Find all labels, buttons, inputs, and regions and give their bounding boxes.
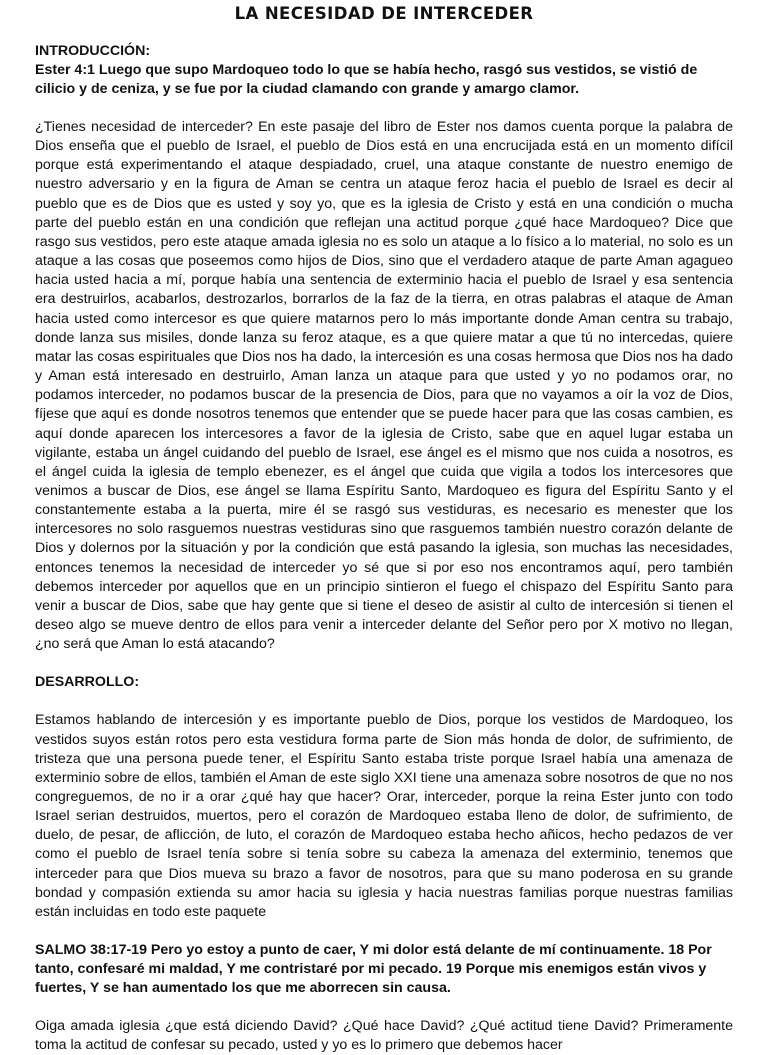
spacer: [35, 654, 733, 673]
intro-bible-verse: Ester 4:1 Luego que supo Mardoqueo todo lo que se había hecho, rasgó sus vestidos, se vistió de cilicio y de ceniza, y se fue por la ciudad clamando con grande y amargo clamor.: [35, 62, 698, 97]
spacer: [35, 26, 733, 42]
introduction-paragraph: ¿Tienes necesidad de interceder? En este pasaje del libro de Ester nos damos cuenta porque la palabra de Dios enseña que el pueblo de Israel, el pueblo de Dios está en una encrucijada está en un momento difícil porque está experimentando el ataque despiadado, cruel, una ataque constante de nuestro enemigo de nuestro adversario y en la figura de Aman se centra un ataque feroz hacia el pueblo de Israel es decir al pueblo que es de Dios que es usted y soy yo, que es la iglesia de Cristo y está en una condición o mucha parte del pueblo están en una condición que reflejan una actitud porque ¿qué hace Mardoqueo? Dice que rasgo sus vestidos, pero este ataque amada iglesia no es solo un ataque a lo físico a lo material, no solo es un ataque a las cosas que poseemos como hijos de Dios, sino que el verdadero ataque de parte Aman agagueo hacia usted hacia a mí, porque había una sentencia de exterminio hacia el pueblo de Israel y esa sentencia era destruirlos, acabarlos, destrozarlos, borrarlos de la faz de la tierra, en otras palabras el ataque de Aman hacia usted como intercesor es que quiere matarnos pero lo más importante donde Aman centra su trabajo, donde lanza sus misiles, donde lanza su feroz ataque, es a que quiere matar a que tú no intercedas, quiere matar las cosas espirituales que Dios nos ha dado, la intercesión es una cosas hermosa que Dios nos ha dado y Aman está interesado en destruirlo, Aman lanza un ataque para que usted y yo no podamos orar, no podamos interceder, no podamos buscar de la presencia de Dios, para que no vayamos a oír la voz de Dios, fíjese que aquí es donde nosotros tenemos que entender que se puede hacer para que las cosas cambien, es aquí donde aparecen los intercesores a favor de la iglesia de Cristo, sabe que en aquel lugar estaba un vigilante, estaba un ángel cuidando del pueblo de Israel, ese ángel es el mismo que nos cuida a nosotros, es el ángel cuida la iglesia de templo ebenezer, es el ángel que cuida que vigila a todos los intercesores que venimos a buscar de Dios, ese ángel se llama Espíritu Santo, Mardoqueo es figura del Espíritu Santo y el constantemente estaba a la puerta, mire él se rasgó sus vestiduras, es necesario es menester que los intercesores no solo rasguemos nuestras vestiduras sino que rasguemos también nuestro corazón delante de Dios y dolernos por la situación y por la condición que está pasando la iglesia, son muchas las necesidades, entonces tenemos la necesidad de interceder yo sé que si por eso nos encontramos aquí, pero también debemos interceder por aquellos que en un principio sintieron el fuego el chispazo del Espíritu Santo para venir a buscar de Dios, sabe que hay gente que si tiene el deseo de asistir al culto de intercesión si tienen el deseo algo se mueve dentro de ellos para venir a interceder delante del Señor pero por X motivo no llegan, ¿no será que Aman lo está atacando?: [35, 119, 733, 653]
document-title: LA NECESIDAD DE INTERCEDER: [234, 4, 534, 23]
spacer: [35, 922, 733, 941]
psalm-bible-verse: SALMO 38:17-19 Pero yo estoy a punto de caer, Y mi dolor está delante de mí continuamente. 18 Por tanto, confesaré mi maldad, Y me contristaré por mi pecado. 19 Porque mis enemigos están vivos y fuertes, Y se han aumentado los que me aborrecen sin causa.: [35, 942, 712, 997]
spacer: [35, 692, 733, 711]
closing-paragraph: Oiga amada iglesia ¿que está diciendo David? ¿Qué hace David? ¿Qué actitud tiene David? Primeramente toma la actitud de confesar su pecado, usted y yo es lo primero que debemos hacer: [35, 1018, 733, 1054]
development-heading: DESARROLLO:: [35, 674, 140, 691]
spacer: [35, 99, 733, 118]
document-page: [35, 0, 733, 1054]
introduction-heading: INTRODUCCIÓN:: [35, 43, 151, 59]
development-paragraph: Estamos hablando de intercesión y es importante pueblo de Dios, porque los vestidos de Mardoqueo, los vestidos suyos están rotos pero esta vestidura forma parte de Sion más honda de dolor, de sufrimiento, de tristeza que una persona puede tener, el Espíritu Santo estaba triste porque Israel había una amenaza de exterminio sobre de ellos, también el Aman de este siglo XXI tiene una amenaza sobre nosotros de que no nos congreguemos, de no ir a orar ¿qué hay que hacer? Orar, interceder, porque la reina Ester junto con todo Israel serian destruidos, muertos, pero el corazón de Mardoqueo estaba lleno de dolor, de sufrimiento, de duelo, de pesar, de aflicción, de luto, el corazón de Mardoqueo estaba hecho añicos, hecho pedazos de ver como el pueblo de Israel tenía sobre si tenía sobre su cabeza la amenaza del exterminio, tenemos que interceder para que Dios mueva su brazo a favor de nosotros, para que su mano poderosa en su grande bondad y compasión extienda su amor hacia su iglesia y hacia nuestras familias porque nuestras familias están incluidas en todo este paquete: [35, 712, 733, 920]
spacer: [35, 998, 733, 1017]
